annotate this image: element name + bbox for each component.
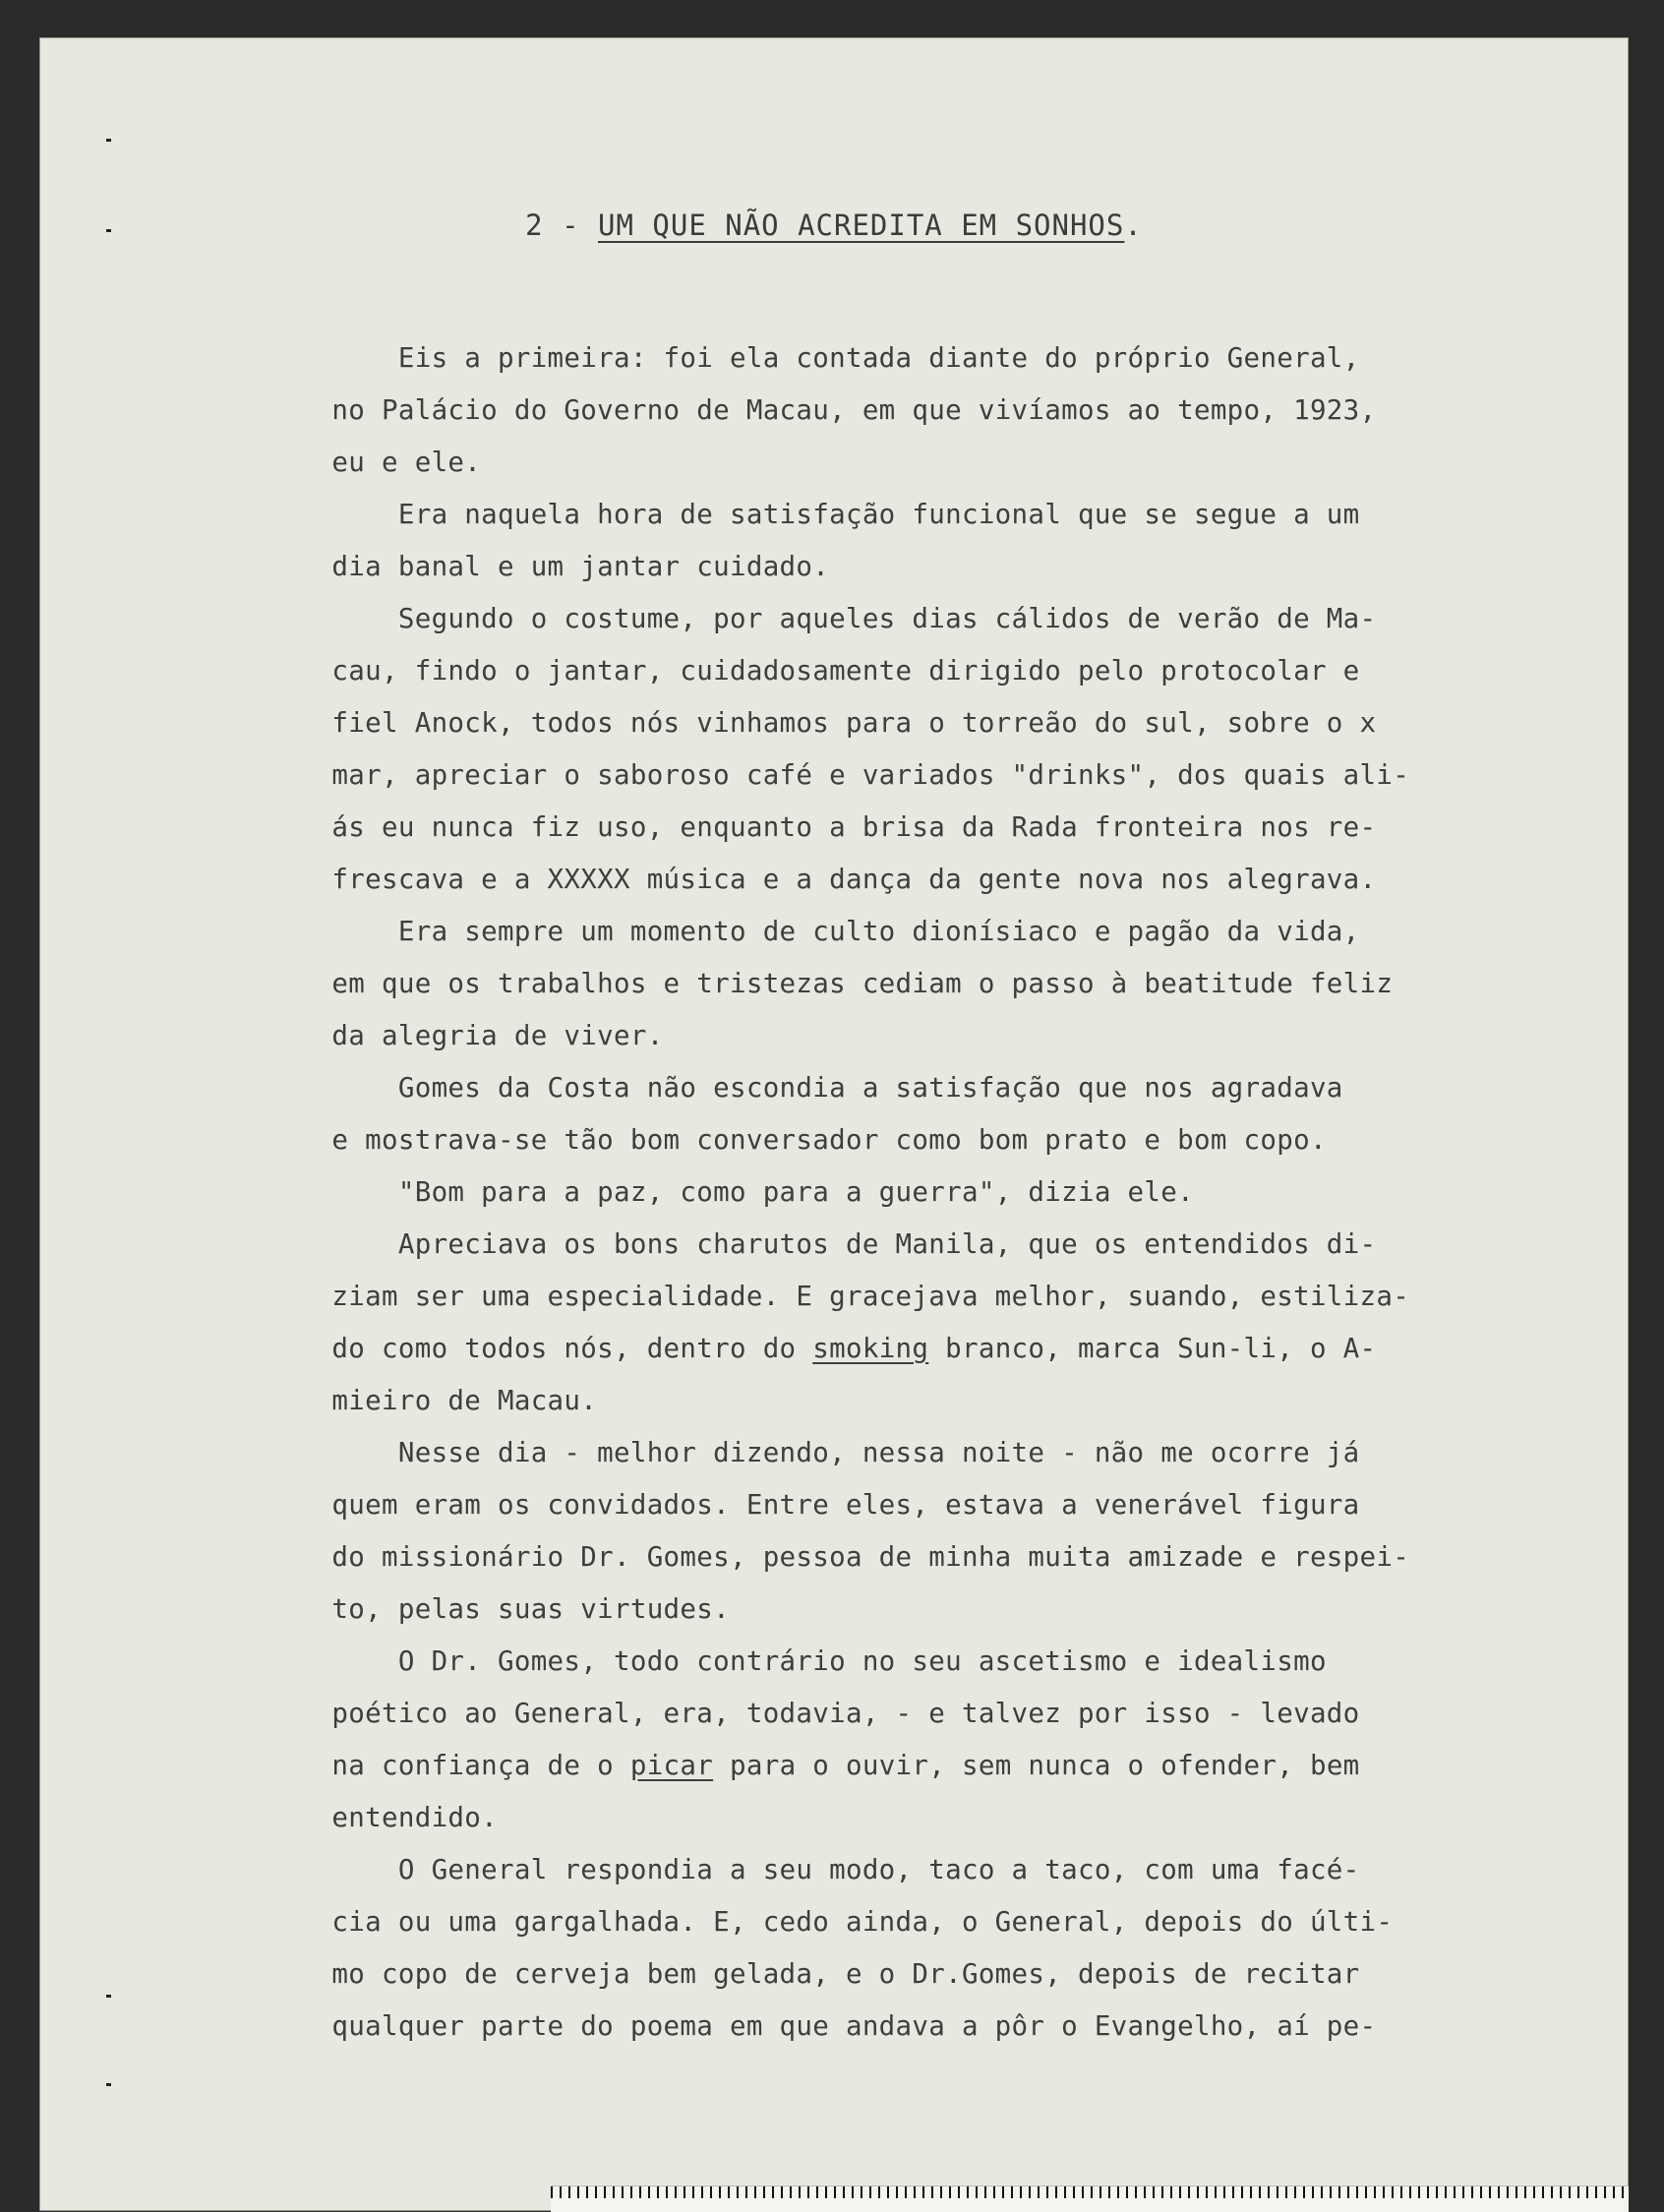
- text-line: qualquer parte do poema em que andava a pôr o Evangelho, aí pe-: [266, 2010, 1377, 2042]
- chapter-title: [39, 209, 1629, 242]
- document-page: [39, 37, 1629, 2211]
- text-line: Eis a primeira: foi ela contada diante do próprio General,: [266, 342, 1360, 374]
- text-line: O Dr. Gomes, todo contrário no seu ascetismo e idealismo: [266, 1645, 1327, 1677]
- text-line: em que os trabalhos e tristezas cediam o passo à beatitude feliz: [266, 968, 1394, 999]
- text-line-end: para o ouvir, sem nunca o ofender, bem: [713, 1750, 1360, 1781]
- text-line: to, pelas suas virtudes.: [266, 1593, 730, 1625]
- margin-mark: [106, 2083, 111, 2086]
- text-line-start: do como todos nós, dentro do: [266, 1333, 813, 1364]
- text-line-end: branco, marca Sun-li, o A-: [928, 1333, 1377, 1364]
- text-line: "Bom para a paz, como para a guerra", dizia ele.: [266, 1176, 1194, 1208]
- measurement-ruler: [551, 2185, 1629, 2212]
- text-line: Era sempre um momento de culto dionísiaco e pagão da vida,: [266, 916, 1360, 947]
- text-line: ás eu nunca fiz uso, enquanto a brisa da Rada fronteira nos re-: [266, 811, 1377, 843]
- text-line: ziam ser uma especialidade. E gracejava melhor, suando, estiliza-: [266, 1281, 1410, 1312]
- text-line: no Palácio do Governo de Macau, em que vivíamos ao tempo, 1923,: [266, 394, 1377, 426]
- text-line: cia ou uma gargalhada. E, cedo ainda, o General, depois do últi-: [266, 1906, 1394, 1938]
- text-line: poético ao General, era, todavia, - e talvez por isso - levado: [266, 1698, 1360, 1729]
- text-line: O General respondia a seu modo, taco a taco, com uma facé-: [266, 1854, 1360, 1885]
- text-line: fiel Anock, todos nós vinhamos para o torreão do sul, sobre o x: [266, 707, 1377, 739]
- text-line: eu e ele.: [266, 447, 482, 478]
- text-line: Era naquela hora de satisfação funcional que se segue a um: [266, 499, 1360, 530]
- underlined-word: picar: [629, 1750, 714, 1781]
- text-line: dia banal e um jantar cuidado.: [266, 551, 830, 582]
- text-line: entendido.: [266, 1802, 498, 1833]
- text-line: frescava e a XXXXX música e a dança da gente nova nos alegrava.: [266, 864, 1377, 895]
- text-line: [266, 1740, 1574, 1792]
- margin-mark: [106, 1995, 111, 1998]
- text-line: Gomes da Costa não escondia a satisfação que nos agradava: [266, 1072, 1343, 1104]
- text-line: mar, apreciar o saboroso café e variados "drinks", dos quais ali-: [266, 759, 1410, 791]
- underlined-word: smoking: [812, 1333, 929, 1364]
- text-line: e mostrava-se tão bom conversador como bom prato e bom copo.: [266, 1124, 1327, 1156]
- chapter-title-text: UM QUE NÃO ACREDITA EM SONHOS: [598, 209, 1125, 242]
- text-line: da alegria de viver.: [266, 1020, 664, 1051]
- chapter-number: 2 -: [525, 209, 599, 242]
- text-line-start: na confiança de o: [266, 1750, 630, 1781]
- chapter-title-end: .: [1124, 209, 1143, 242]
- text-line: cau, findo o jantar, cuidadosamente dirigido pelo protocolar e: [266, 655, 1360, 687]
- margin-mark: [106, 139, 111, 142]
- text-line: [266, 1323, 1574, 1375]
- text-line: mieiro de Macau.: [266, 1385, 598, 1416]
- text-line: do missionário Dr. Gomes, pessoa de minha muita amizade e respei-: [266, 1541, 1410, 1573]
- text-line: Segundo o costume, por aqueles dias cálidos de verão de Ma-: [266, 603, 1377, 634]
- body-text: [266, 332, 1574, 2053]
- text-line: Apreciava os bons charutos de Manila, que os entendidos di-: [266, 1228, 1377, 1260]
- text-line: mo copo de cerveja bem gelada, e o Dr.Gomes, depois de recitar: [266, 1958, 1360, 1990]
- text-line: quem eram os convidados. Entre eles, estava a venerável figura: [266, 1489, 1360, 1521]
- text-line: Nesse dia - melhor dizendo, nessa noite - não me ocorre já: [266, 1437, 1360, 1468]
